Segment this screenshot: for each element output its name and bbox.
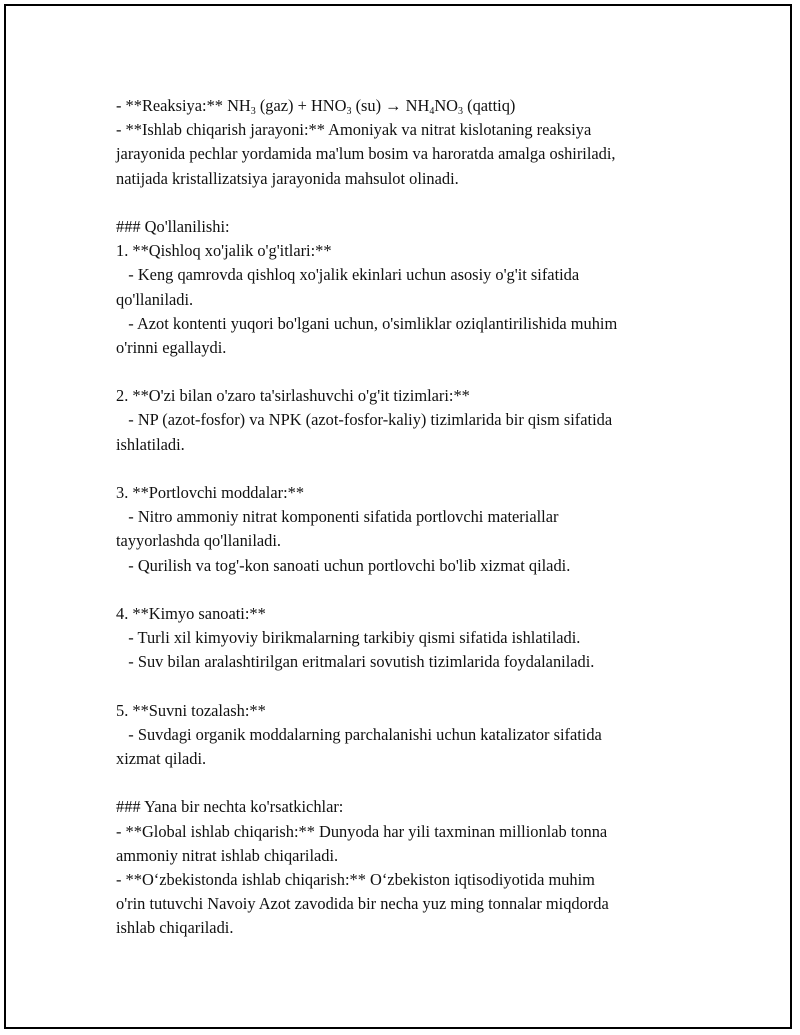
- section-line: - Suv bilan aralashtirilgan eritmalari sovutish tizimlarida foydalaniladi.: [116, 652, 595, 672]
- section-line: qo'llaniladi.: [116, 289, 194, 309]
- reaction-text: (gaz) + HNO: [255, 96, 347, 115]
- blank-line: [116, 578, 696, 602]
- subscript: 3: [458, 106, 464, 117]
- subscript: 3: [250, 106, 256, 117]
- production-line: - **Ishlab chiqarish jarayoni:** Amoniyak va nitrat kislotaning reaksiya: [116, 120, 592, 140]
- section-line: 4. **Kimyo sanoati:**: [116, 603, 266, 623]
- subscript: 4: [429, 106, 435, 117]
- usage-heading: ### Qo'llanilishi:: [116, 216, 230, 236]
- blank-line: [116, 191, 696, 215]
- section-line: 2. **O'zi bilan o'zaro ta'sirlashuvchi o'g'it tizimlari:**: [116, 386, 470, 406]
- section-line: - Qurilish va tog'-kon sanoati uchun portlovchi bo'lib xizmat qiladi.: [116, 555, 571, 575]
- reaction-line: [116, 94, 696, 118]
- section-line: 1. **Qishloq xo'jalik o'g'itlari:**: [116, 241, 332, 261]
- blank-line: [116, 360, 696, 384]
- subscript: 3: [346, 106, 352, 117]
- reaction-text: NO: [434, 96, 459, 115]
- section-line: 5. **Suvni tozalash:**: [116, 700, 266, 720]
- section-line: xizmat qiladi.: [116, 749, 207, 769]
- production-line: jarayonida pechlar yordamida ma'lum bosim va haroratda amalga oshiriladi,: [116, 144, 616, 164]
- section-line: - Turli xil kimyoviy birikmalarning tarkibiy qismi sifatida ishlatiladi.: [116, 628, 581, 648]
- blank-line: [116, 771, 696, 795]
- production-line: natijada kristallizatsiya jarayonida mahsulot olinadi.: [116, 168, 459, 188]
- indicator-line: ammoniy nitrat ishlab chiqariladi.: [116, 845, 339, 865]
- section-line: - Azot kontenti yuqori bo'lgani uchun, o'simliklar oziqlantirilishida muhim: [116, 313, 618, 333]
- indicator-line: - **O‘zbekistonda ishlab chiqarish:** O‘zbekiston iqtisodiyotida muhim: [116, 870, 595, 889]
- section-line: - Keng qamrovda qishloq xo'jalik ekinlari uchun asosiy o'g'it sifatida: [116, 265, 580, 285]
- indicator-line: - **Global ishlab chiqarish:** Dunyoda har yili taxminan millionlab tonna: [116, 821, 608, 841]
- document-body: [116, 94, 696, 941]
- indicators-heading: ### Yana bir nechta ko'rsatkichlar:: [116, 797, 344, 817]
- indicator-line: ishlab chiqariladi.: [116, 918, 234, 938]
- section-line: - Nitro ammoniy nitrat komponenti sifatida portlovchi materiallar: [116, 507, 559, 527]
- indicator-line: o'rin tutuvchi Navoiy Azot zavodida bir necha yuz ming tonnalar miqdorda: [116, 894, 609, 914]
- reaction-text: (su) → NH: [351, 96, 430, 115]
- section-line: 3. **Portlovchi moddalar:**: [116, 483, 305, 502]
- blank-line: [116, 675, 696, 699]
- blank-line: [116, 457, 696, 481]
- section-line: ishlatiladi.: [116, 434, 185, 454]
- section-line: - Suvdagi organik moddalarning parchalanishi uchun katalizator sifatida: [116, 724, 602, 744]
- section-line: o'rinni egallaydi.: [116, 337, 227, 357]
- reaction-text: (qattiq): [463, 96, 516, 115]
- section-line: tayyorlashda qo'llaniladi.: [116, 531, 281, 551]
- section-line: - NP (azot-fosfor) va NPK (azot-fosfor-kaliy) tizimlarida bir qism sifatida: [116, 410, 613, 430]
- reaction-text: - **Reaksiya:** NH: [116, 96, 251, 115]
